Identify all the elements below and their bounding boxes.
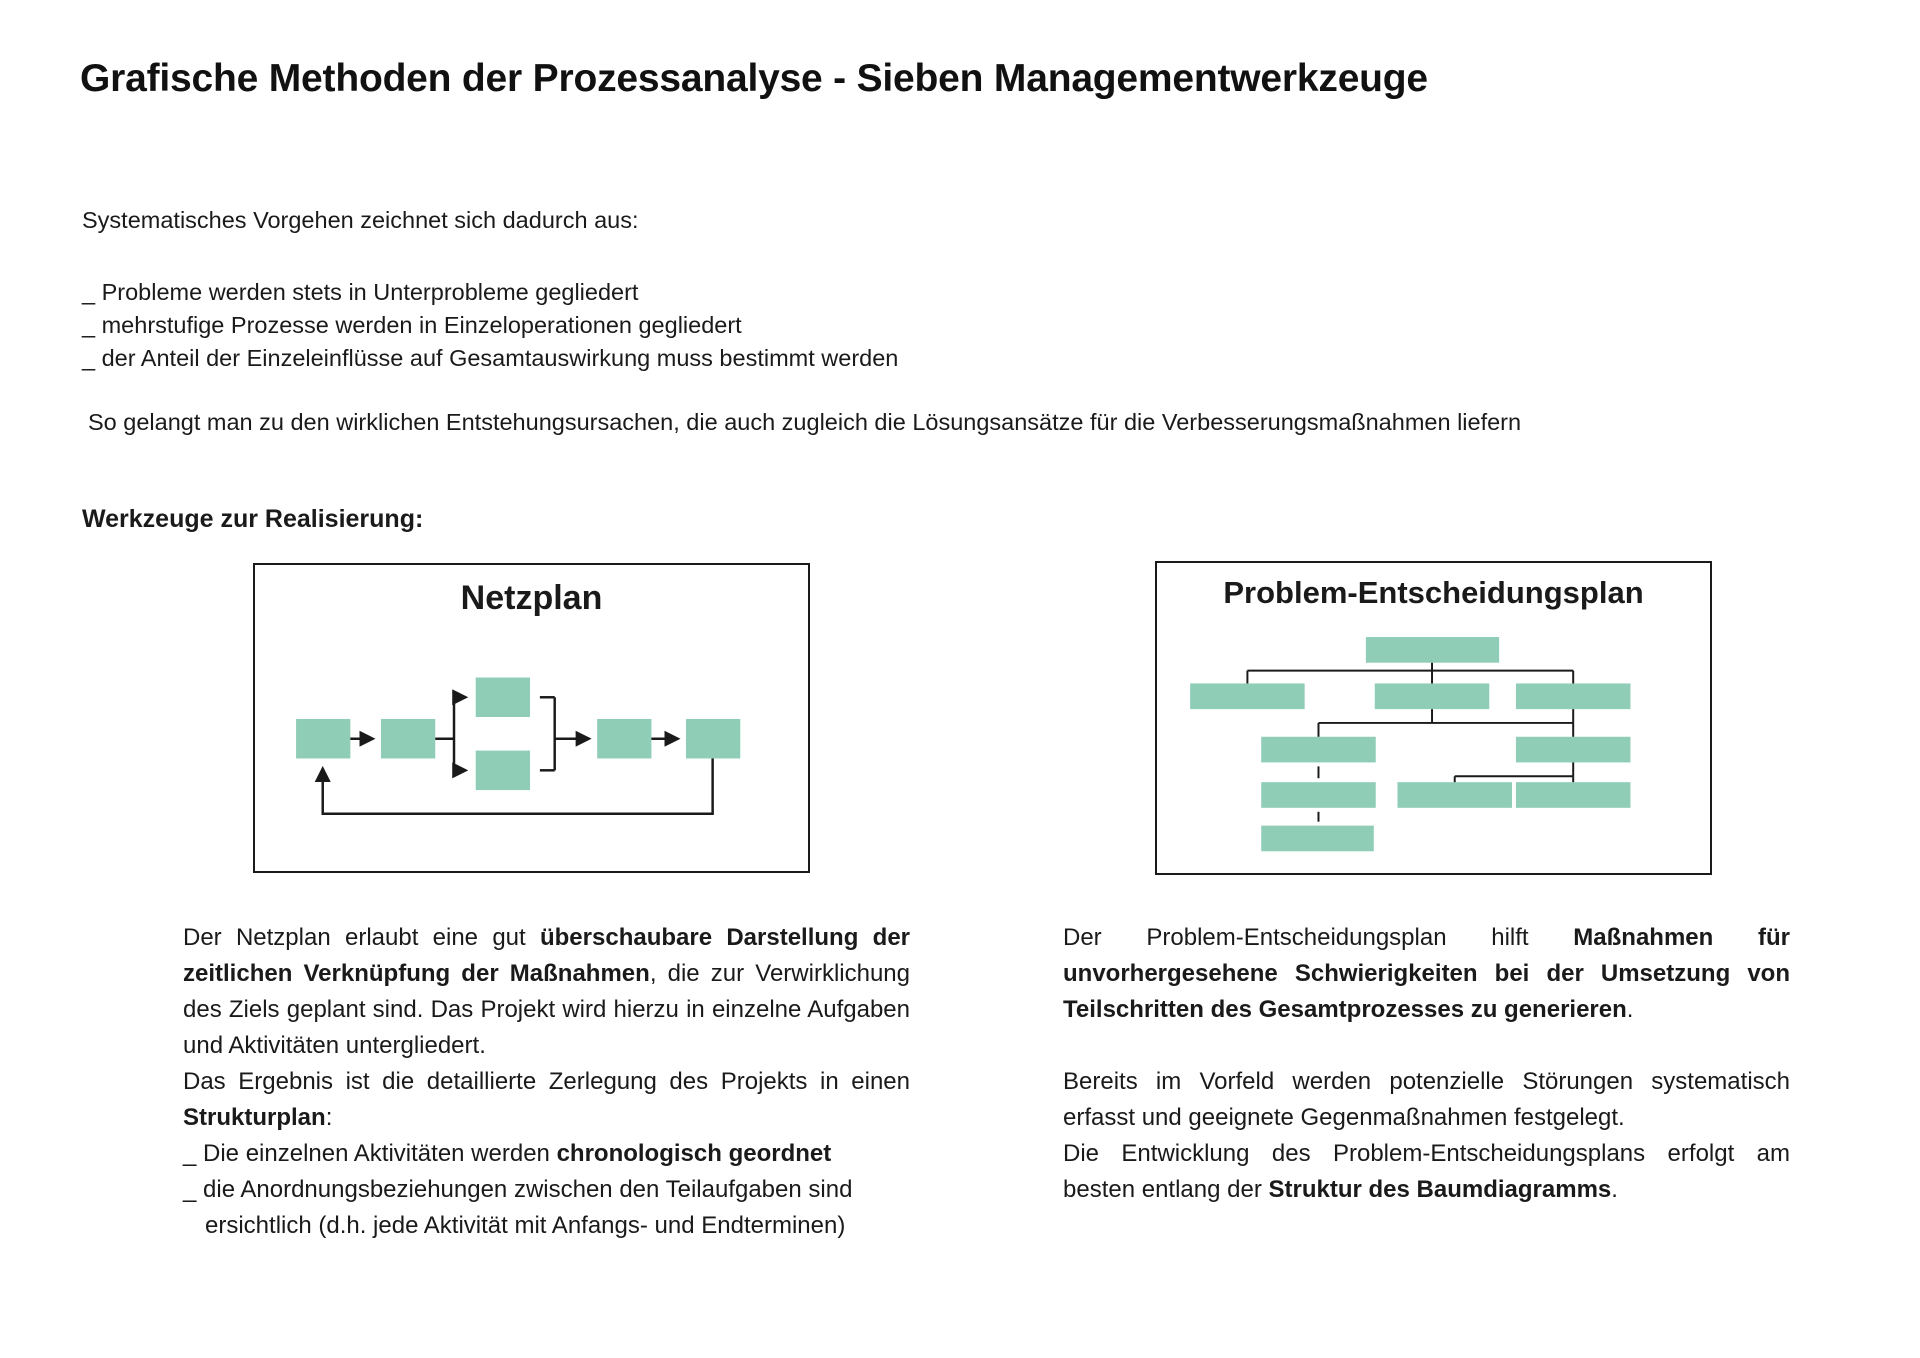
netzplan-desc-bullet: _ die Anordnungsbeziehungen zwischen den Teilaufgaben sind ersichtlich (d.h. jede Aktivität mit Anfangs- und Endterminen) (183, 1176, 853, 1239)
intro-conclusion: So gelangt man zu den wirklichen Entstehungsursachen, die auch zugleich die Lösungsansätze für die Verbesserungsmaßnahmen liefern (88, 409, 1522, 435)
intro-bullet: _ der Anteil der Einzeleinflüsse auf Gesamtauswirkung muss bestimmt werden (82, 345, 899, 371)
node-bar (1397, 782, 1512, 808)
node-bar (1261, 737, 1376, 763)
node-box (597, 719, 651, 758)
netzplan-panel (253, 563, 810, 873)
netzplan-title: Netzplan (460, 579, 603, 617)
netzplan-desc-bullet: _ Die einzelnen Aktivitäten werden chronologisch geordnet (183, 1140, 832, 1167)
problemplan-desc-paragraph: Die Entwicklung des Problem-Entscheidungsplans erfolgt am besten entlang der Struktur des Baumdiagramms. (1063, 1140, 1790, 1203)
node-box (686, 719, 740, 758)
node-box (296, 719, 350, 758)
problemplan-panel (1155, 561, 1712, 875)
netzplan-desc-paragraph: Das Ergebnis ist die detaillierte Zerlegung des Projekts in einen Strukturplan: (183, 1068, 910, 1131)
node-bar (1261, 782, 1376, 808)
problemplan-nodes (1190, 637, 1630, 851)
node-bar (1190, 683, 1305, 709)
node-box (476, 678, 530, 717)
node-box (381, 719, 435, 758)
problemplan-title: Problem-Entscheidungsplan (1223, 575, 1644, 610)
problemplan-desc-paragraph: Der Problem-Entscheidungsplan hilft Maßnahmen für unvorhergesehene Schwierigkeiten bei der Umsetzung von Teilschritten des Gesamtprozesses zu generieren. (1063, 924, 1790, 1023)
netzplan-nodes (296, 678, 740, 791)
intro-bullet: _ Probleme werden stets in Unterprobleme gegliedert (82, 279, 639, 305)
node-bar (1516, 782, 1631, 808)
node-bar (1516, 737, 1631, 763)
node-bar (1516, 683, 1631, 709)
node-bar (1366, 637, 1499, 663)
intro-line: Systematisches Vorgehen zeichnet sich dadurch aus: (82, 207, 639, 233)
tools-heading: Werkzeuge zur Realisierung: (82, 505, 424, 533)
netzplan-description (183, 920, 910, 1244)
netzplan-desc-paragraph: Der Netzplan erlaubt eine gut überschaubare Darstellung der zeitlichen Verknüpfung der Maßnahmen, die zur Verwirklichung des Ziels geplant sind. Das Projekt wird hierzu in einzelne Aufgaben und Aktivitäten untergliedert. (183, 924, 911, 1059)
node-bar (1375, 683, 1490, 709)
intro-bullet: _ mehrstufige Prozesse werden in Einzeloperationen gegliedert (82, 312, 742, 338)
problemplan-desc-paragraph: Bereits im Vorfeld werden potenzielle Störungen systematisch erfasst und geeignete Gegenmaßnahmen festgelegt. (1063, 1068, 1790, 1131)
intro-bullet-list (82, 276, 898, 375)
node-bar (1261, 826, 1374, 852)
node-box (476, 751, 530, 790)
problemplan-description (1063, 920, 1790, 1208)
page-title: Grafische Methoden der Prozessanalyse - Sieben Managementwerkzeuge (80, 57, 1428, 100)
